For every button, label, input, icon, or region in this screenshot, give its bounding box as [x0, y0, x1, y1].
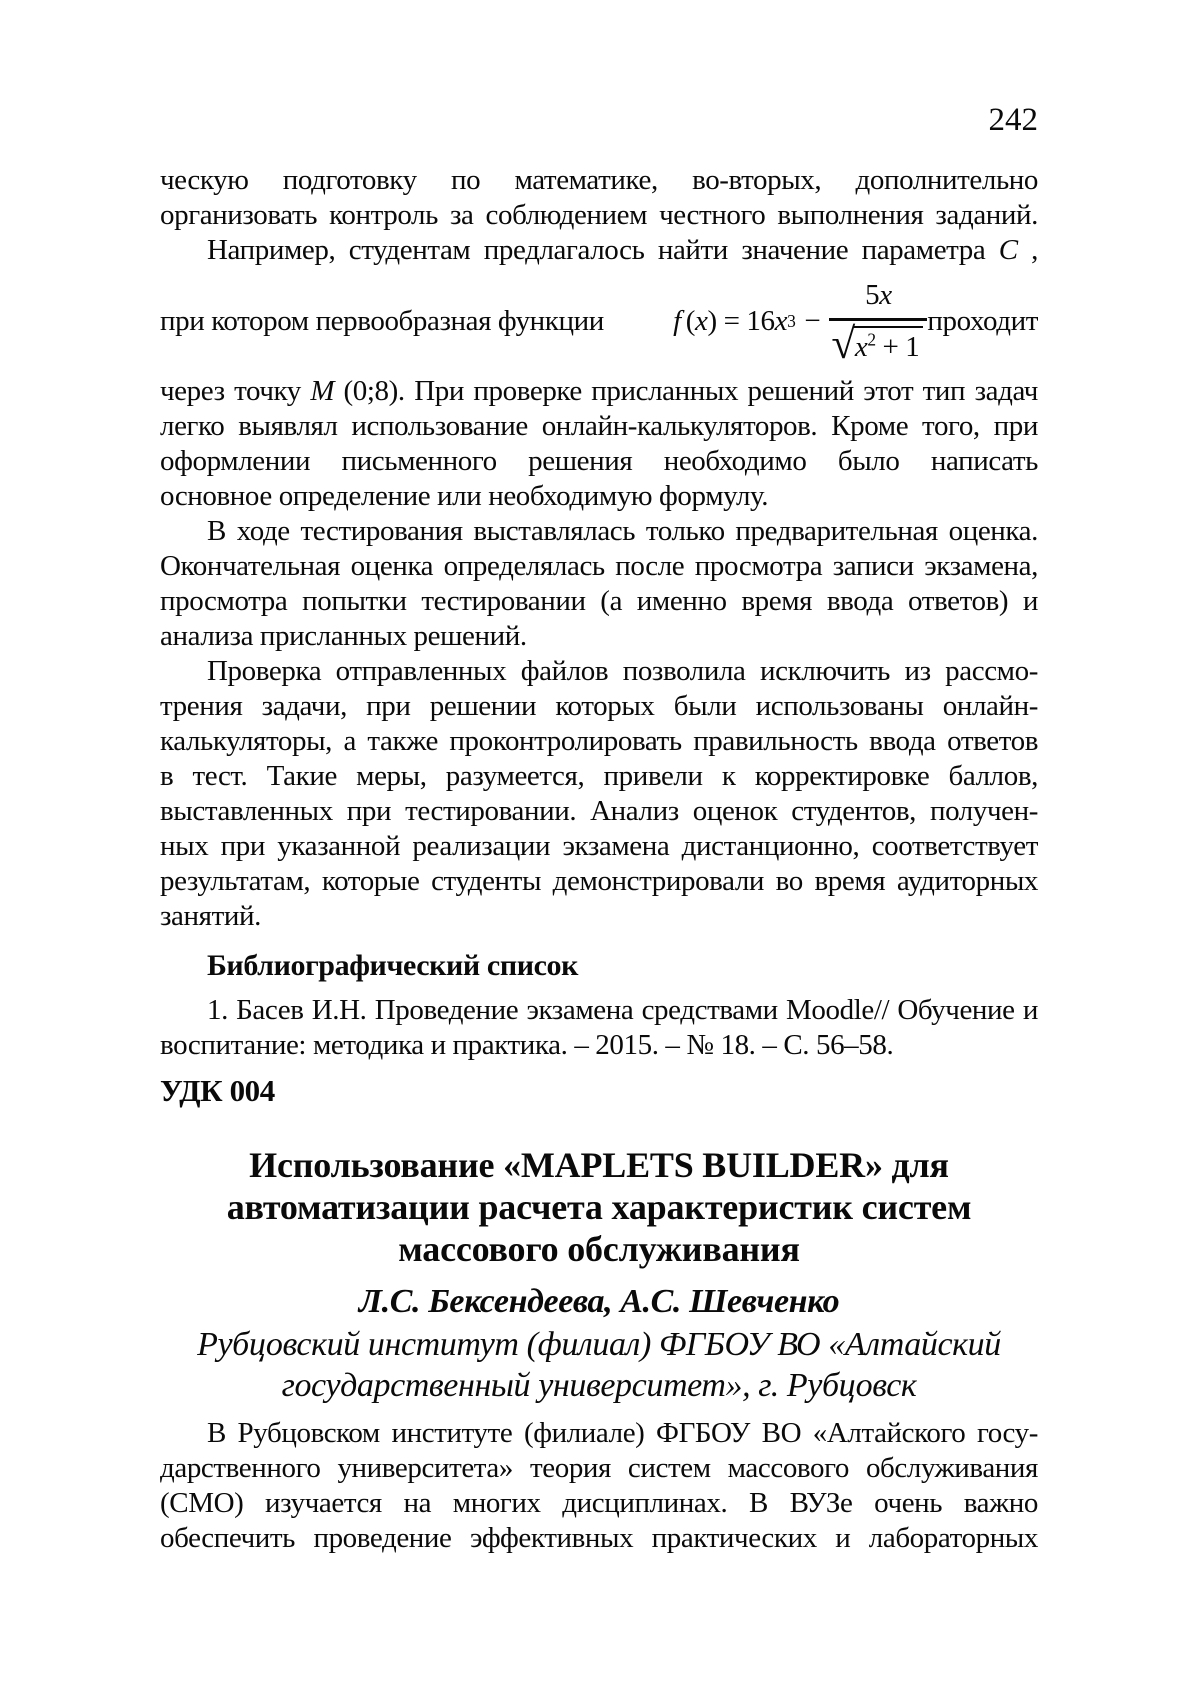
- text-line: Окончательная оценка определялась после просмотра записи экзамена,: [160, 550, 1038, 582]
- text-segment: при котором первообразная функции: [160, 304, 604, 337]
- bibliography-heading: Библиографический список: [207, 949, 578, 982]
- text-line: анализа присланных решений.: [160, 620, 527, 652]
- paragraph-smo: [160, 1416, 1038, 1556]
- paragraph-example: [160, 233, 1038, 514]
- article-affiliation: [160, 1324, 1038, 1406]
- math-variable-m: M: [310, 375, 335, 407]
- page-number: 242: [988, 102, 1038, 138]
- udk-code: УДК 004: [160, 1073, 275, 1108]
- title-line: массового обслуживания: [398, 1229, 800, 1269]
- title-line: Использование «MAPLETS BUILDER» для: [249, 1145, 949, 1185]
- text-line: обеспечить проведение эффективных практических и лабораторных: [160, 1522, 1038, 1554]
- math-variable-c: C: [998, 234, 1018, 266]
- math-paren: (: [685, 304, 695, 337]
- text-line: занятий.: [160, 900, 261, 932]
- text-line: [160, 233, 1038, 268]
- page-content: [160, 163, 1038, 1556]
- title-line: автоматизации расчета характеристик систем: [226, 1187, 972, 1227]
- text-line: дарственного университета» теория систем массового обслуживания: [160, 1452, 1038, 1484]
- math-coefficient: 5: [865, 278, 880, 311]
- radicand: [853, 326, 924, 365]
- text-line: ных при указанной реализации экзамена дистанционно, соответствует: [160, 830, 1038, 862]
- affiliation-line: государственный университет», г. Рубцовск: [281, 1367, 917, 1404]
- math-minus: −: [804, 304, 821, 337]
- text-segment: ,: [1017, 234, 1039, 266]
- fraction-numerator: [861, 278, 896, 318]
- paragraph-check: [160, 654, 1038, 934]
- radical-sign: √: [831, 319, 855, 368]
- math-variable-x: x: [774, 304, 788, 337]
- text-line: выставленных при тестировании. Анализ оценок студентов, получен-: [160, 795, 1038, 827]
- paragraph-continuation: [160, 163, 1038, 233]
- text-segment: (0;8). При проверке присланных решений этот тип задач: [334, 375, 1038, 407]
- text-line: организовать контроль за соблюдением честного выполнения заданий.: [160, 199, 1038, 231]
- fraction-denominator: [829, 318, 927, 368]
- math-variable-x: x: [879, 278, 892, 311]
- math-function-f: f: [673, 304, 681, 337]
- math-variable-x: x: [854, 330, 868, 363]
- math-fraction: [829, 278, 927, 368]
- math-variable-x: x: [695, 304, 708, 337]
- text-line: трения задачи, при решении которых были использованы онлайн-: [160, 690, 1038, 722]
- text-line: В Рубцовском институте (филиале) ФГБОУ ВО «Алтайского госу-: [207, 1417, 1038, 1449]
- text-line: результатам, которые студенты демонстрировали во время аудиторных: [160, 865, 1038, 897]
- article-title: [160, 1144, 1038, 1270]
- bibliography-reference: [160, 993, 1038, 1063]
- paragraph-testing: [160, 514, 1038, 654]
- text-line: воспитание: методика и практика. – 2015. – № 18. – С. 56–58.: [160, 1029, 894, 1061]
- text-line: В ходе тестирования выставлялась только предварительная оценка.: [207, 515, 1038, 547]
- text-line: [160, 374, 1038, 409]
- text-line: 1. Басев И.Н. Проведение экзамена средствами Moodle// Обучение и: [207, 994, 1038, 1026]
- text-line: легко выявлял использование онлайн-калькуляторов. Кроме того, при: [160, 410, 1038, 442]
- text-segment: через точку: [160, 375, 311, 407]
- text-line: основное определение или необходимую формулу.: [160, 480, 769, 512]
- article-authors: Л.С. Бексендеева, А.С. Шевченко: [358, 1283, 840, 1320]
- text-line: калькуляторы, а также проконтролировать правильность ввода ответов: [160, 725, 1038, 757]
- text-line: ческую подготовку по математике, во-вторых, дополнительно: [160, 164, 1038, 196]
- text-line: Проверка отправленных файлов позволила исключить из рассмо-: [207, 655, 1038, 687]
- math-exponent: 2: [867, 328, 876, 349]
- text-line: просмотра попытки тестировании (а именно время ввода ответов) и: [160, 585, 1038, 617]
- math-tail: + 1: [875, 330, 920, 363]
- formula-line: [160, 268, 1038, 374]
- text-line: в тест. Такие меры, разумеется, привели к корректировке баллов,: [160, 760, 1038, 792]
- text-line: оформлении письменного решения необходимо было написать: [160, 445, 1038, 477]
- text-segment: проходит: [927, 304, 1038, 337]
- text-segment: Например, студентам предлагалось найти значение параметра: [207, 234, 999, 266]
- math-equals: ) = 16: [707, 304, 775, 337]
- text-line: (СМО) изучается на многих дисциплинах. В ВУЗе очень важно: [160, 1487, 1038, 1519]
- affiliation-line: Рубцовский институт (филиал) ФГБОУ ВО «Алтайский: [197, 1326, 1001, 1363]
- math-formula: f ( x ) = 16 x 3 − 5x √ $x^2 + 1$ проходит: [673, 278, 1038, 368]
